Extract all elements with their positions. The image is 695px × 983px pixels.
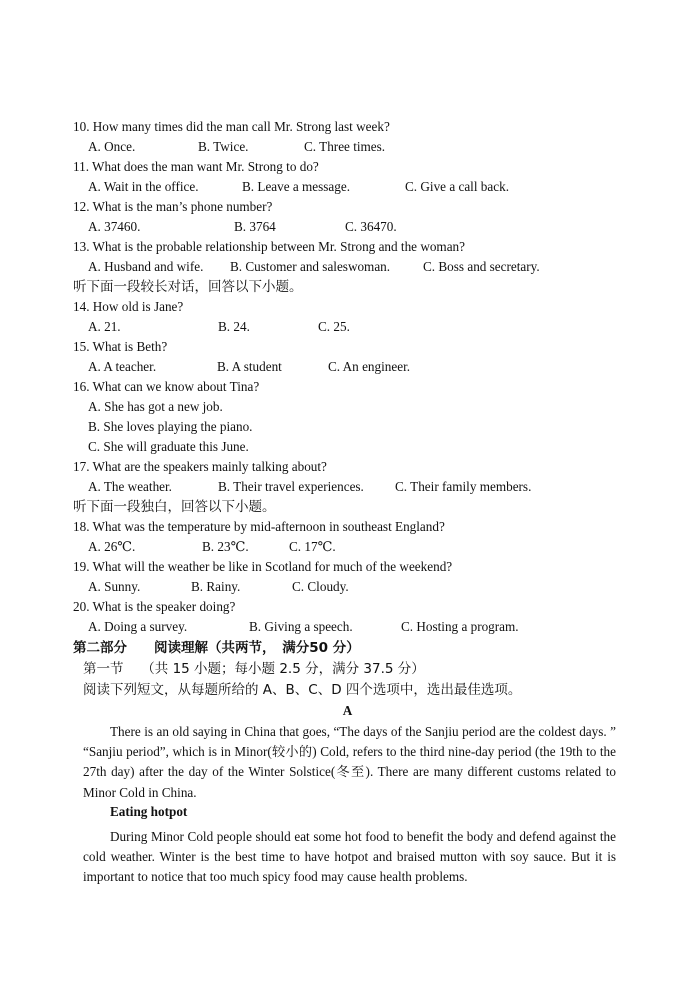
option-18b: B. 23℃. [202,539,249,554]
option-14a: A. 21. [88,319,121,334]
option-20c: C. Hosting a program. [401,619,519,634]
option-19b: B. Rainy. [191,579,241,594]
option-13b: B. Customer and saleswoman. [230,259,391,274]
option-13c: C. Boss and secretary. [423,259,540,274]
passage-paragraph-1: There is an old saying in China that goes, “The days of the Sanjiu period are the coldest days. ” “Sanjiu period”, which is in Minor(较小的) Cold, refers to the third nine-day period (the 19th to the 27th day) after the day of the Winter Solstice(冬至). There are many different customs related to Minor Cold in China. [83,724,616,800]
option-17b: B. Their travel experiences. [218,479,364,494]
option-18a: A. 26℃. [88,539,136,554]
option-15a: A. A teacher. [88,359,157,374]
option-11b: B. Leave a message. [242,179,351,194]
option-15b: B. A student [217,359,282,374]
option-19c: C. Cloudy. [292,579,349,594]
option-19a: A. Sunny. [88,579,141,594]
option-10b: B. Twice. [198,139,249,154]
section1-heading: 第一节 （共 15 小题；每小题 2.5 分，满分 37.5 分） [83,661,425,677]
option-16a: A. She has got a new job. [88,399,223,414]
question-18: 18. What was the temperature by mid-afternoon in southeast England? [73,519,445,534]
question-15: 15. What is Beth? [73,339,168,354]
option-16b: B. She loves playing the piano. [88,419,253,434]
passage-subheading: Eating hotpot [110,804,188,819]
option-20b: B. Giving a speech. [249,619,353,634]
question-14: 14. How old is Jane? [73,299,184,314]
option-13a: A. Husband and wife. [88,259,204,274]
option-17a: A. The weather. [88,479,172,494]
question-16: 16. What can we know about Tina? [73,379,260,394]
option-11c: C. Give a call back. [405,179,509,194]
option-12c: C. 36470. [345,219,397,234]
option-16c: C. She will graduate this June. [88,439,249,454]
option-18c: C. 17℃. [289,539,336,554]
question-17: 17. What are the speakers mainly talking about? [73,459,327,474]
option-15c: C. An engineer. [328,359,411,374]
question-19: 19. What will the weather be like in Scotland for much of the weekend? [73,559,453,574]
option-14c: C. 25. [318,319,350,334]
option-12a: A. 37460. [88,219,141,234]
question-10: 10. How many times did the man call Mr. Strong last week? [73,119,390,134]
question-13: 13. What is the probable relationship between Mr. Strong and the woman? [73,239,465,254]
question-11: 11. What does the man want Mr. Strong to do? [73,159,319,174]
instruction-long-dialogue: 听下面一段较长对话，回答以下小题。 [73,279,303,295]
option-17c: C. Their family members. [395,479,532,494]
question-20: 20. What is the speaker doing? [73,599,236,614]
part2-title: 第二部分 阅读理解（共两节， 满分50 分） [73,640,360,656]
question-12: 12. What is the man’s phone number? [73,199,273,214]
option-10c: C. Three times. [304,139,386,154]
option-14b: B. 24. [218,319,250,334]
passage-paragraph-2: During Minor Cold people should eat some hot food to benefit the body and defend against the cold weather. Winter is the best time to have hotpot and braised mutton with soy sauce. But it is important to notice that too much spicy food may cause health problems. [83,829,616,885]
option-12b: B. 3764 [234,219,276,234]
passage-label: A [342,703,353,718]
option-20a: A. Doing a survey. [88,619,188,634]
option-11a: A. Wait in the office. [88,179,199,194]
option-10a: A. Once. [88,139,136,154]
instruction-monologue: 听下面一段独白，回答以下小题。 [73,499,276,515]
reading-directions: 阅读下列短文，从每题所给的 A、B、C、D 四个选项中，选出最佳选项。 [83,682,522,698]
